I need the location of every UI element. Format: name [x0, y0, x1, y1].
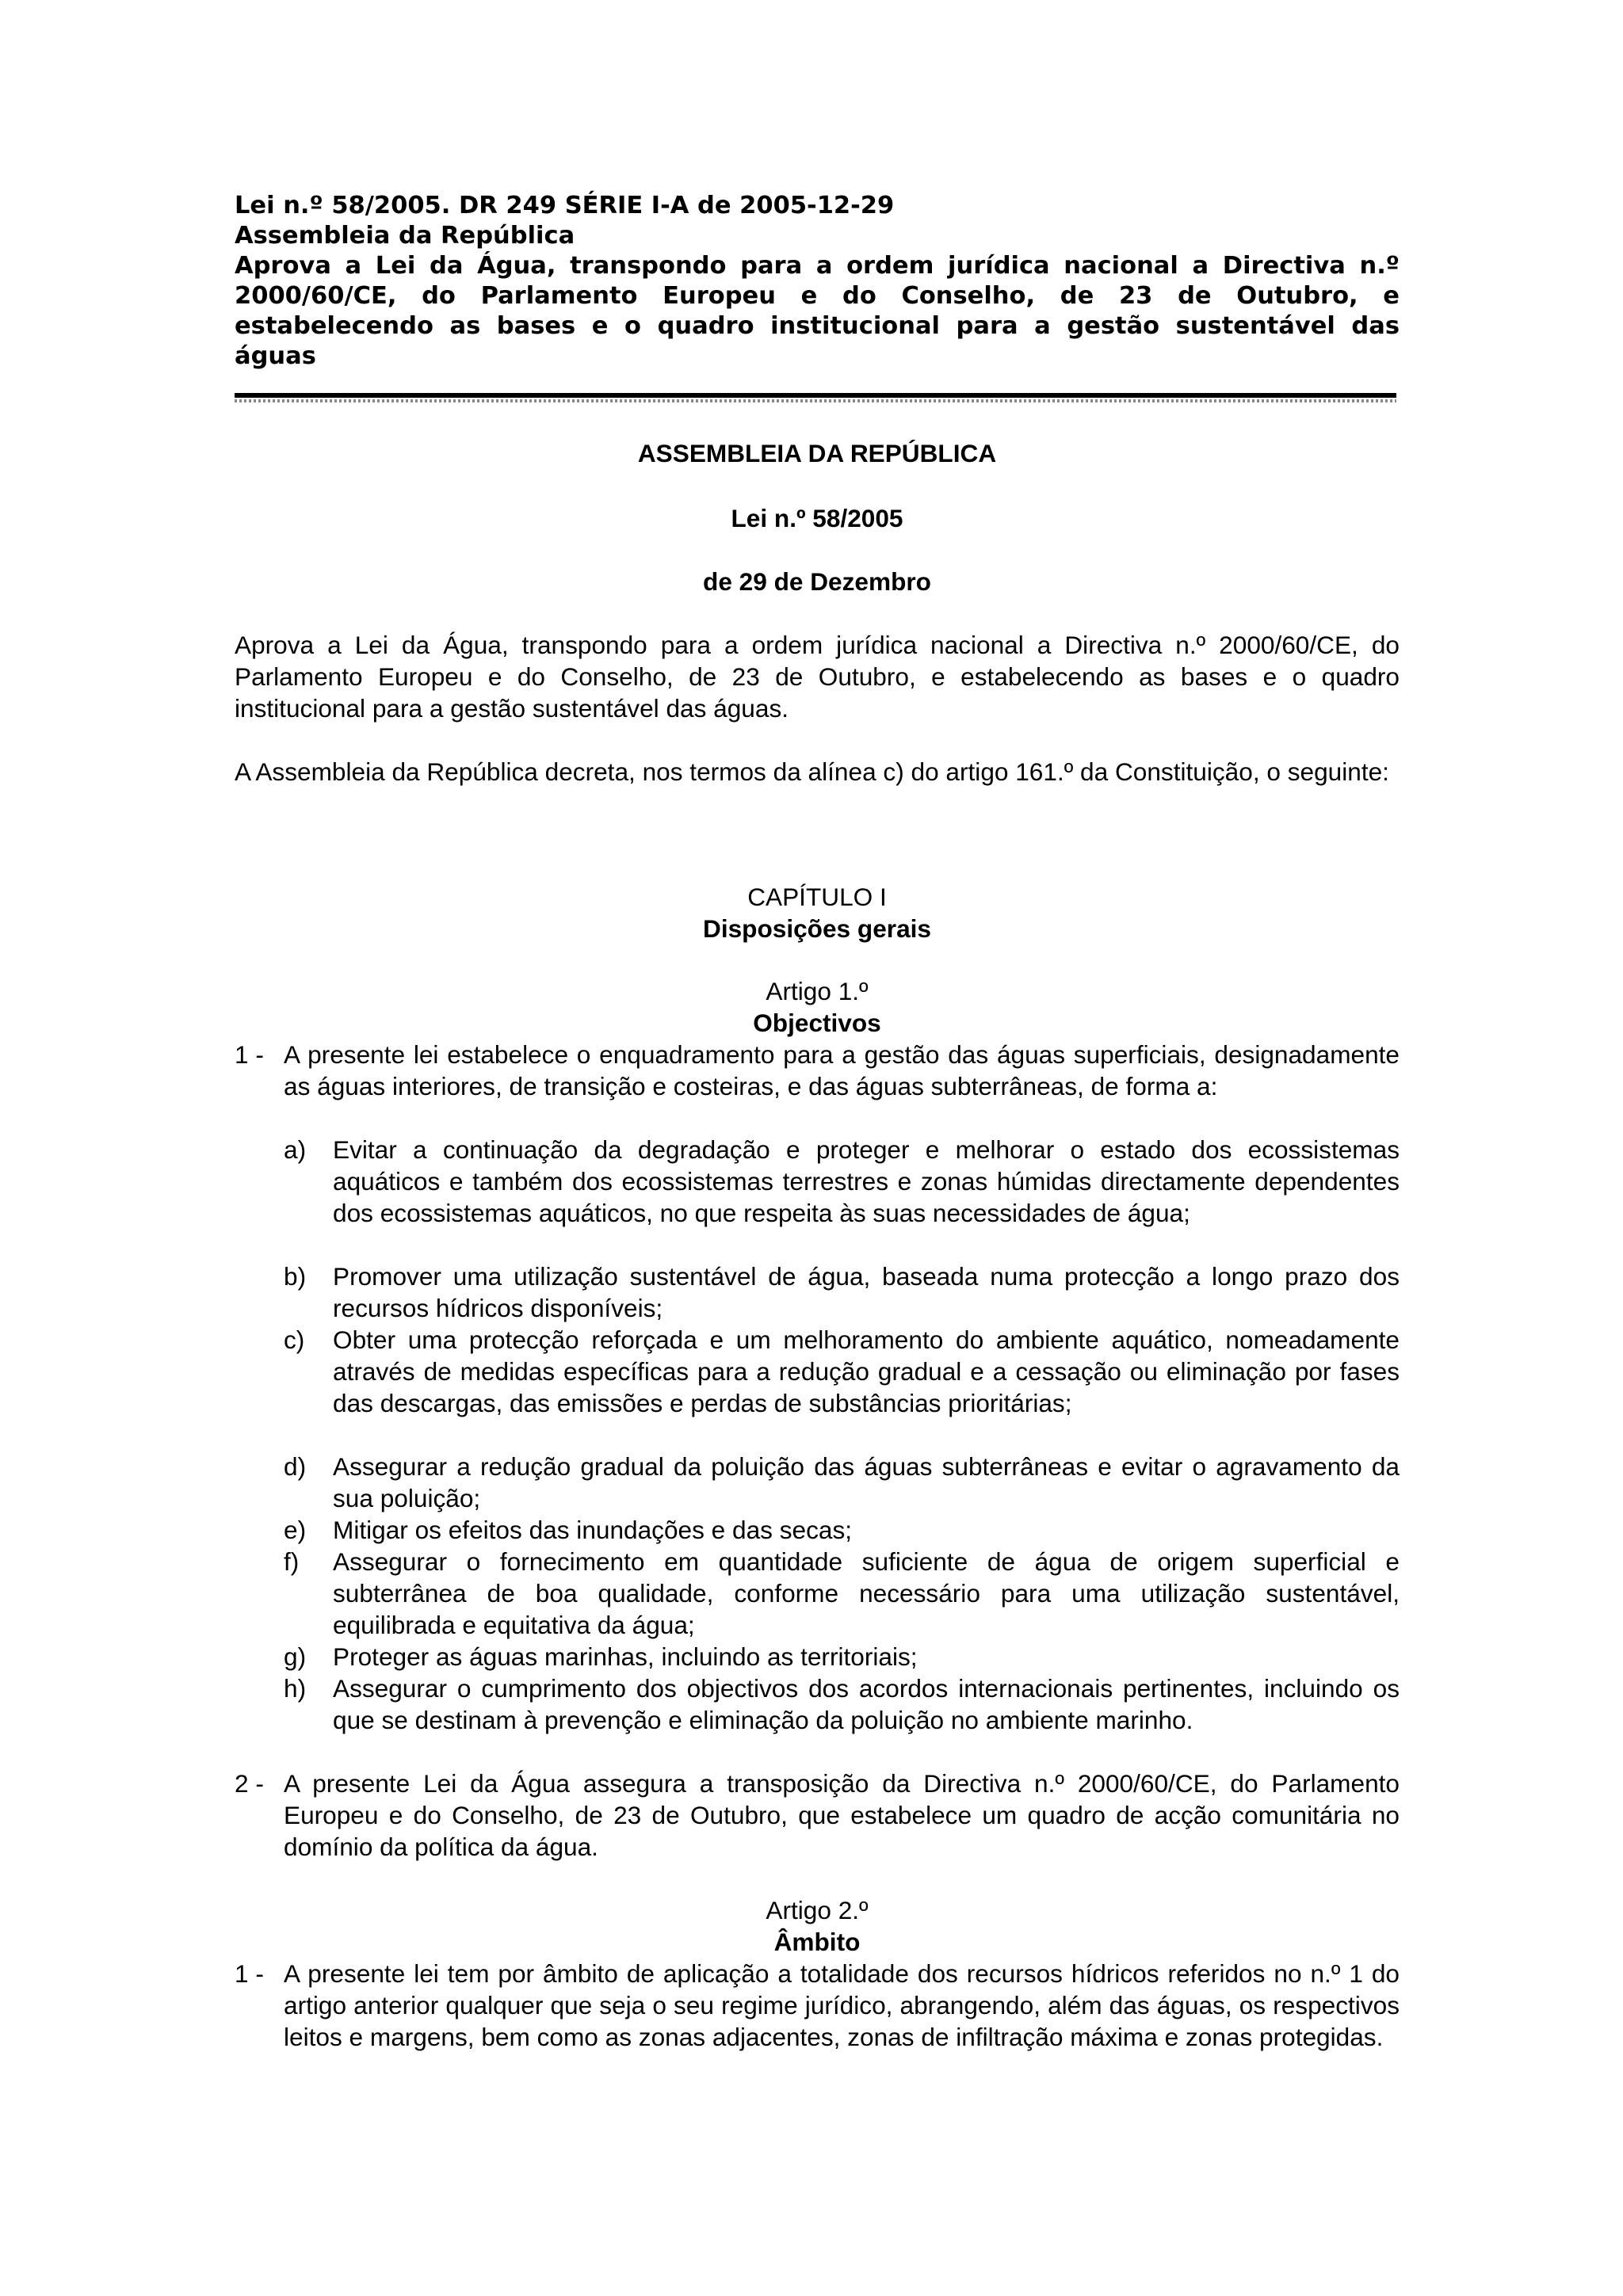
- list-item-c: [284, 1324, 1400, 1419]
- item-text: Obter uma protecção reforçada e um melhoramento do ambiente aquático, nomeadamente através de medidas específicas para a redução gradual e a cessação ou eliminação por fases das descargas, das emissões e perdas de substâncias prioritárias;: [333, 1325, 1400, 1417]
- item-letter: e): [284, 1516, 307, 1544]
- law-date: de 29 de Dezembro: [703, 567, 931, 596]
- item-letter: a): [284, 1135, 307, 1164]
- paragraph-number: 1 -: [235, 1040, 264, 1069]
- article2-name: Âmbito: [773, 1928, 861, 1956]
- list-item-a: [284, 1134, 1400, 1229]
- item-text: Assegurar a redução gradual da poluição das águas subterrâneas e evitar o agravamento da sua poluição;: [333, 1452, 1400, 1512]
- header-divider-dotted: [235, 399, 1396, 402]
- item-text: Proteger as águas marinhas, incluindo as territoriais;: [333, 1642, 918, 1671]
- list-item-d: [284, 1451, 1400, 1514]
- article1-paragraph-2: [235, 1768, 1400, 1863]
- article1-paragraph-1: [235, 1039, 1400, 1102]
- article1-label: Artigo 1.º: [766, 977, 869, 1005]
- item-letter: g): [284, 1642, 307, 1671]
- article2-paragraph-1: [235, 1958, 1400, 2053]
- document-header: [235, 191, 1400, 372]
- item-text: Assegurar o cumprimento dos objectivos dos acordos internacionais pertinentes, incluindo os que se destinam à prevenção e eliminação da poluição no ambiente marinho.: [333, 1674, 1400, 1734]
- item-text: Promover uma utilização sustentável de água, baseada numa protecção a longo prazo dos recursos hídricos disponíveis;: [333, 1262, 1400, 1322]
- chapter-label: CAPÍTULO I: [747, 883, 887, 911]
- paragraph-number: 2 -: [235, 1769, 264, 1798]
- list-item-b: [284, 1261, 1400, 1324]
- item-letter: h): [284, 1674, 307, 1703]
- header-citation: Lei n.º 58/2005. DR 249 SÉRIE I-A de 2005-12-29: [235, 192, 895, 219]
- header-issuer: Assembleia da República: [235, 222, 575, 250]
- header-summary: Aprova a Lei da Água, transpondo para a ordem jurídica nacional a Directiva n.º 2000/60/CE, do Parlamento Europeu e do Conselho, de 23 de Outubro, e estabelecendo as bases e o quadro institucional para a gestão sustentável das águas: [235, 252, 1400, 370]
- item-letter: b): [284, 1262, 307, 1291]
- paragraph-number: 1 -: [235, 1959, 264, 1988]
- header-divider: [235, 393, 1396, 398]
- paragraph-text: A presente lei tem por âmbito de aplicação a totalidade dos recursos hídricos referidos no n.º 1 do artigo anterior qualquer que seja o seu regime jurídico, abrangendo, além das águas, os respectivos leitos e margens, bem como as zonas adjacentes, zonas de infiltração máxima e zonas protegidas.: [284, 1959, 1400, 2051]
- item-letter: d): [284, 1452, 307, 1481]
- item-letter: c): [284, 1325, 305, 1354]
- list-item-g: [284, 1641, 1400, 1672]
- list-item-f: [284, 1546, 1400, 1641]
- intro-decree: A Assembleia da República decreta, nos termos da alínea c) do artigo 161.º da Constituição, o seguinte:: [235, 757, 1389, 786]
- item-letter: f): [284, 1547, 300, 1576]
- paragraph-text: A presente lei estabelece o enquadramento para a gestão das águas superficiais, designadamente as águas interiores, de transição e costeiras, e das águas subterrâneas, de forma a:: [284, 1040, 1400, 1100]
- paragraph-text: A presente Lei da Água assegura a transposição da Directiva n.º 2000/60/CE, do Parlamento Europeu e do Conselho, de 23 de Outubro, que estabelece um quadro de acção comunitária no domínio da política da água.: [284, 1769, 1400, 1861]
- assembly-title: ASSEMBLEIA DA REPÚBLICA: [637, 439, 997, 467]
- intro-summary: Aprova a Lei da Água, transpondo para a ordem jurídica nacional a Directiva n.º 2000/60/CE, do Parlamento Europeu e do Conselho, de 23 de Outubro, e estabelecendo as bases e o quadro institucional para a gestão sustentável das águas.: [235, 631, 1400, 723]
- law-number: Lei n.º 58/2005: [731, 504, 903, 532]
- list-item-h: [284, 1672, 1400, 1736]
- item-text: Mitigar os efeitos das inundações e das secas;: [333, 1516, 853, 1544]
- item-text: Assegurar o fornecimento em quantidade suficiente de água de origem superficial e subterrânea de boa qualidade, conforme necessário para uma utilização sustentável, equilibrada e equitativa da água;: [333, 1547, 1400, 1639]
- chapter-name: Disposições gerais: [703, 914, 931, 943]
- article2-label: Artigo 2.º: [766, 1896, 869, 1924]
- list-item-e: [284, 1514, 1400, 1546]
- item-text: Evitar a continuação da degradação e proteger e melhorar o estado dos ecossistemas aquáticos e também dos ecossistemas terrestres e zonas húmidas directamente dependentes dos ecossistemas aquáticos, no que respeita às suas necessidades de água;: [333, 1135, 1400, 1227]
- article1-name: Objectivos: [753, 1009, 881, 1037]
